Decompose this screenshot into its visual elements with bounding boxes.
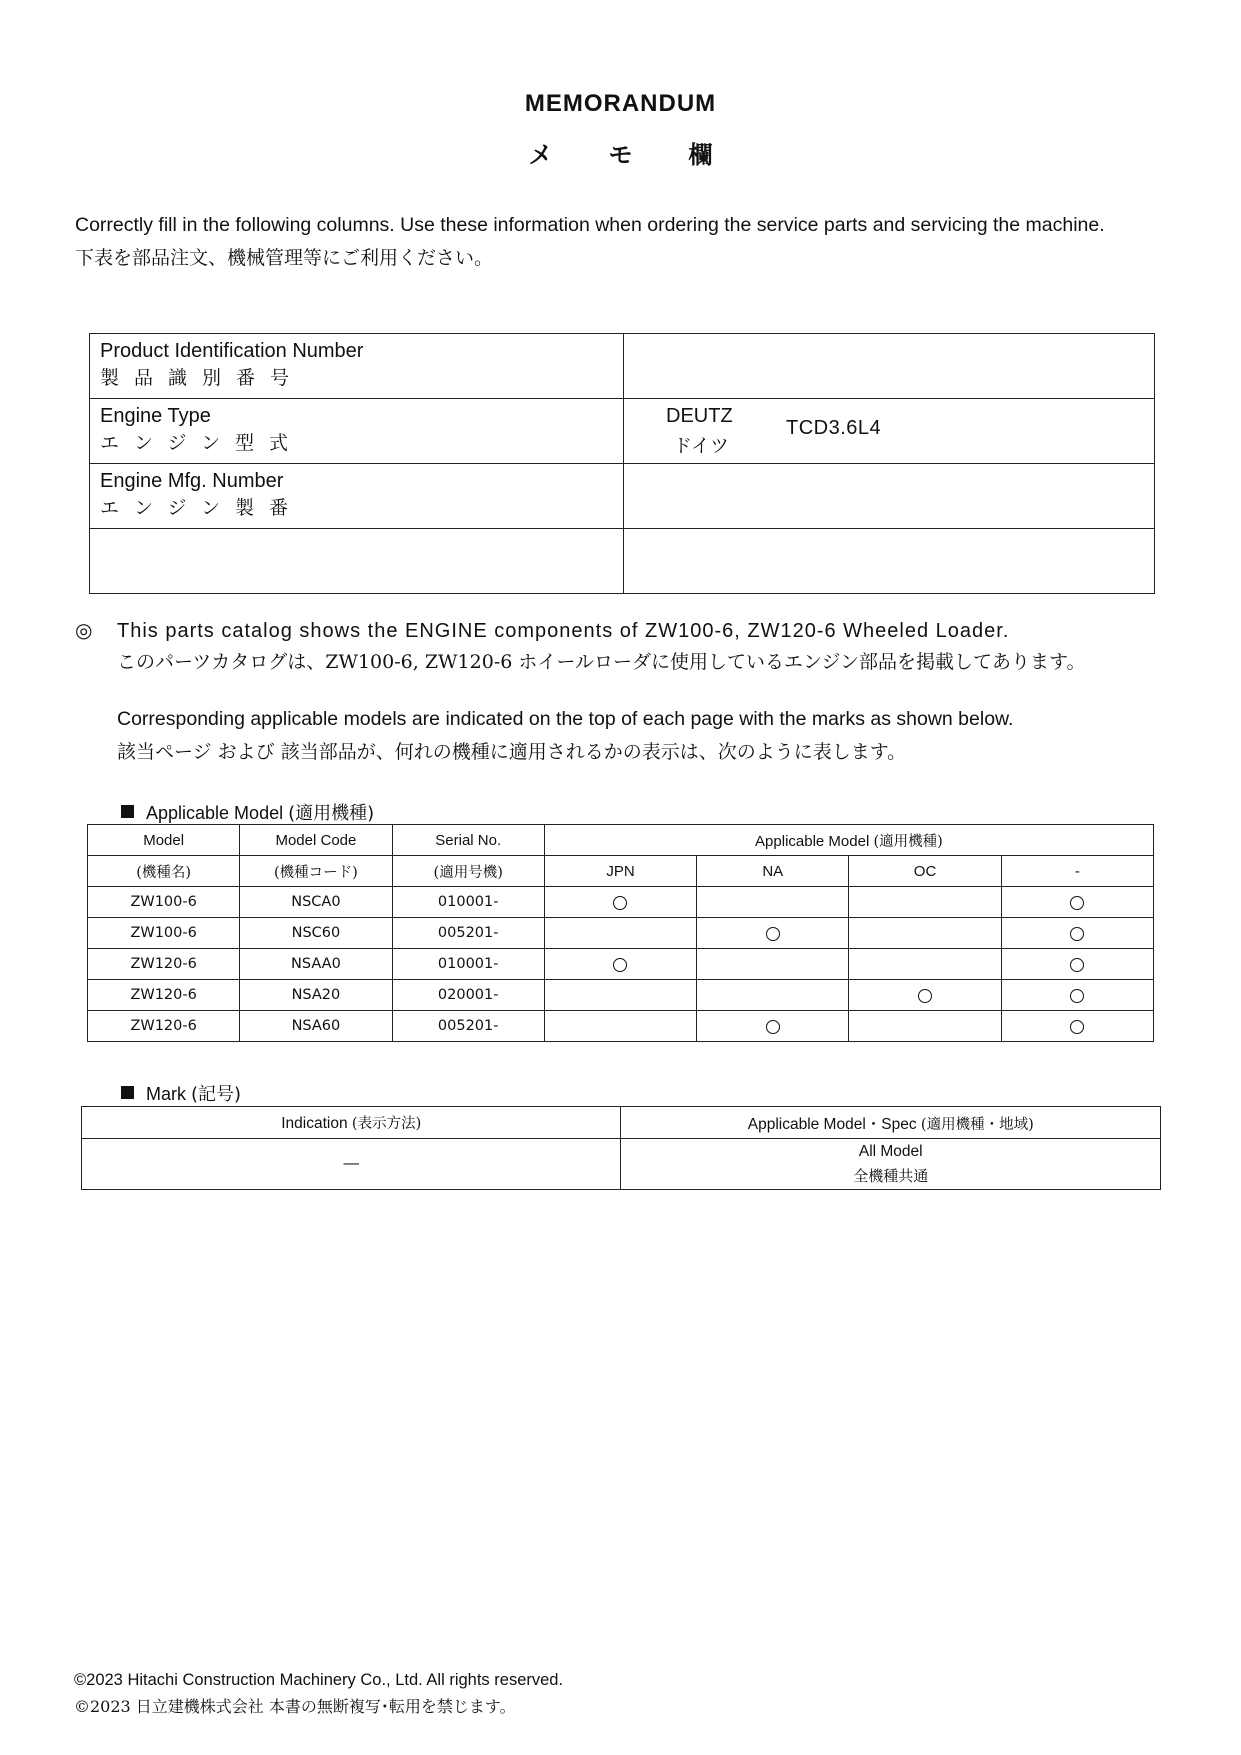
region-mark-cell: [1001, 1011, 1153, 1042]
intro-text-jp: 下表を部品注文、機械管理等にご利用ください。: [75, 247, 494, 269]
page-title: MEMORANDUM: [524, 90, 717, 117]
col-header-region: OC: [849, 856, 1001, 887]
col-header-serial: Serial No.: [392, 825, 544, 856]
table-row: [90, 399, 1155, 464]
corresponding-note: Corresponding applicable models are indicated on the top of each page with the marks as shown below.: [117, 708, 1014, 730]
applicable-model-table: [87, 824, 1154, 1042]
circle-mark-icon: [1070, 958, 1084, 972]
serial-cell: 005201-: [392, 1011, 544, 1042]
spec-jp: (適用機種・地域): [920, 1116, 1034, 1133]
memo-table: [89, 333, 1155, 594]
memo-label-en: Engine Type: [100, 405, 211, 427]
section-title-en: Mark: [146, 1084, 186, 1104]
engine-maker-jp: ドイツ: [673, 435, 730, 457]
title-jp-char: メ: [528, 141, 553, 169]
table-row: [88, 949, 1154, 980]
catalog-note: [75, 618, 1009, 643]
spec-en: Applicable Model・Spec: [747, 1115, 917, 1133]
spec-all-model: All Model: [858, 1143, 923, 1160]
spec-all-model-jp: 全機種共通: [853, 1167, 929, 1185]
indication-jp: (表示方法): [351, 1116, 422, 1132]
region-mark-cell: [1001, 949, 1153, 980]
table-row: [82, 1139, 1161, 1190]
circle-mark-icon: [613, 896, 627, 910]
region-mark-cell: [849, 918, 1001, 949]
region-mark-cell: [544, 918, 696, 949]
region-mark-cell: [697, 949, 849, 980]
region-mark-cell: [697, 1011, 849, 1042]
col-header-serial-jp: (適用号機): [392, 856, 544, 887]
col-header-applicable: [544, 825, 1153, 856]
mark-heading: [121, 1080, 241, 1106]
section-title-jp: (記号): [191, 1084, 242, 1105]
serial-cell: 020001-: [392, 980, 544, 1011]
model-cell: ZW120-6: [88, 1011, 240, 1042]
region-mark-cell: [849, 1011, 1001, 1042]
region-mark-cell: [849, 887, 1001, 918]
region-mark-cell: [544, 949, 696, 980]
col-header-spec: [621, 1107, 1161, 1139]
table-row: [88, 887, 1154, 918]
circle-mark-icon: [1070, 927, 1084, 941]
blank-label-field[interactable]: [90, 529, 624, 594]
region-mark-cell: [1001, 980, 1153, 1011]
circle-mark-icon: [766, 927, 780, 941]
col-header-model-code-jp: (機種コード): [240, 856, 392, 887]
region-mark-cell: [697, 918, 849, 949]
memo-label-jp: 製品識別番号: [100, 367, 305, 389]
model-code-cell: NSCA0: [240, 887, 392, 918]
applicable-model-heading: [121, 799, 374, 825]
model-cell: ZW100-6: [88, 918, 240, 949]
region-mark-cell: [1001, 887, 1153, 918]
memo-label-jp: エンジン型式: [100, 432, 304, 454]
circle-mark-icon: [1070, 1020, 1084, 1034]
blank-value-field[interactable]: [624, 529, 1155, 594]
memo-label-cell: [90, 464, 624, 529]
copyright: ©2023 Hitachi Construction Machinery Co., Ltd. All rights reserved.: [74, 1671, 564, 1689]
double-circle-icon: ◎: [75, 618, 94, 642]
table-row: [90, 464, 1155, 529]
model-code-cell: NSAA0: [240, 949, 392, 980]
engine-maker: DEUTZ: [666, 405, 733, 427]
product-id-field[interactable]: [624, 334, 1155, 399]
title-jp-char: モ: [608, 141, 633, 169]
section-title-en: Applicable Model: [146, 803, 284, 823]
model-code-cell: NSC60: [240, 918, 392, 949]
table-row: [88, 1011, 1154, 1042]
region-mark-cell: [849, 949, 1001, 980]
col-header-model-code: Model Code: [240, 825, 392, 856]
region-mark-cell: [544, 1011, 696, 1042]
serial-cell: 010001-: [392, 887, 544, 918]
square-bullet-icon: [121, 1086, 134, 1099]
circle-mark-icon: [1070, 989, 1084, 1003]
intro-text: Correctly fill in the following columns. Use these information when ordering the service parts and servicing the machine.: [75, 214, 1105, 236]
col-header-region: -: [1001, 856, 1153, 887]
col-header-region: JPN: [544, 856, 696, 887]
section-title-jp: (適用機種): [288, 803, 375, 824]
engine-type-value: TCD3.6L4: [786, 417, 882, 439]
copyright-jp: ©2023 日立建機株式会社 本書の無断複写･転用を禁じます。: [74, 1697, 516, 1716]
engine-mfg-number-field[interactable]: [624, 464, 1155, 529]
applicable-jp: (適用機種): [873, 833, 943, 850]
region-mark-cell: [697, 980, 849, 1011]
table-header-row: [88, 856, 1154, 887]
model-code-cell: NSA20: [240, 980, 392, 1011]
region-mark-cell: [544, 887, 696, 918]
col-header-model-jp: (機種名): [88, 856, 240, 887]
table-row: [88, 918, 1154, 949]
model-cell: ZW120-6: [88, 949, 240, 980]
title-jp-char: 欄: [688, 141, 713, 169]
indication-en: Indication: [281, 1115, 348, 1132]
mark-table: [81, 1106, 1161, 1190]
col-header-region: NA: [697, 856, 849, 887]
table-row: [90, 334, 1155, 399]
memo-label-en: Engine Mfg. Number: [100, 470, 284, 492]
table-header-row: [82, 1107, 1161, 1139]
region-mark-cell: [849, 980, 1001, 1011]
circle-mark-icon: [613, 958, 627, 972]
circle-mark-icon: [918, 989, 932, 1003]
model-code-cell: NSA60: [240, 1011, 392, 1042]
page-title-jp: [0, 135, 1241, 170]
memo-label-en: Product Identification Number: [100, 340, 364, 362]
region-mark-cell: [544, 980, 696, 1011]
serial-cell: 010001-: [392, 949, 544, 980]
corresponding-note-jp: 該当ページ および 該当部品が、何れの機種に適用されるかの表示は、次のように表します。: [117, 741, 907, 763]
table-row: [88, 980, 1154, 1011]
serial-cell: 005201-: [392, 918, 544, 949]
engine-type-field[interactable]: [624, 399, 1155, 464]
indication-cell: —: [82, 1139, 621, 1190]
catalog-note-jp: このパーツカタログは、ZW100-6, ZW120-6 ホイールローダに使用しているエンジン部品を掲載してあります。: [117, 651, 1086, 673]
applicable-en: Applicable Model: [755, 832, 870, 850]
spec-cell: [621, 1139, 1161, 1190]
model-cell: ZW120-6: [88, 980, 240, 1011]
catalog-note-text: This parts catalog shows the ENGINE components of ZW100-6, ZW120-6 Wheeled Loader.: [117, 620, 1010, 642]
col-header-indication: [82, 1107, 621, 1139]
memo-label-cell: [90, 399, 624, 464]
circle-mark-icon: [766, 1020, 780, 1034]
memo-label-cell: [90, 334, 624, 399]
memo-label-jp: エンジン製番: [100, 497, 304, 519]
region-mark-cell: [697, 887, 849, 918]
table-row: [90, 529, 1155, 594]
square-bullet-icon: [121, 805, 134, 818]
circle-mark-icon: [1070, 896, 1084, 910]
region-mark-cell: [1001, 918, 1153, 949]
table-header-row: [88, 825, 1154, 856]
col-header-model: Model: [88, 825, 240, 856]
model-cell: ZW100-6: [88, 887, 240, 918]
